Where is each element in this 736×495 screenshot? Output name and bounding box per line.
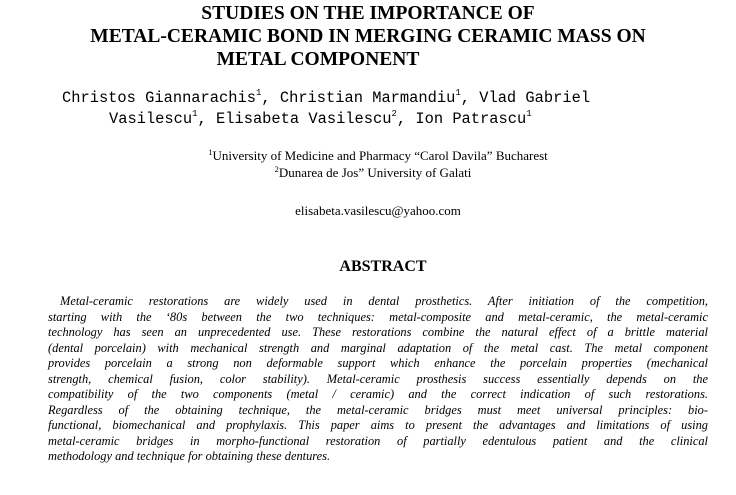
author-name: , Christian Marmandiu [261, 89, 456, 107]
author-row-1 [62, 88, 590, 109]
author-name: Christos Giannarachis [62, 89, 256, 107]
abstract-line: functional, biomechanical and prophylaxis. This paper aims to present the advantages and limitations of using [48, 418, 708, 432]
author-affiliation-mark: 1 [526, 109, 532, 119]
author-name: , Ion Patrascu [396, 110, 527, 128]
abstract-line: starting with the ‘80s between the two techniques: metal-composite and metal-ceramic, the metal-ceramic [48, 309, 708, 324]
author-affiliation-mark: 2 [391, 109, 397, 119]
author-affiliation-mark: 1 [192, 109, 198, 119]
abstract-line: (dental porcelain) with mechanical strength and marginal adaptation of the metal cast. The metal component [48, 340, 708, 355]
affiliation-text: Dunarea de Jos” University of Galati [278, 165, 472, 180]
author-row-2 [109, 109, 532, 130]
paper-title [0, 2, 736, 71]
affiliation-text: University of Medicine and Pharmacy “Carol Davila” Bucharest [212, 148, 548, 163]
title-line-2: METAL-CERAMIC BOND IN MERGING CERAMIC MASS ON [90, 26, 646, 47]
abstract-line: provides porcelain a strong non deformable support which enhance the porcelain properties (mechanical [48, 356, 708, 370]
author-affiliation-mark: 1 [455, 88, 461, 98]
author-name: , Vlad Gabriel [460, 89, 591, 107]
abstract-line: Metal-ceramic restorations are widely used in dental prosthetics. After initiation of the competition, [60, 294, 708, 308]
abstract-line: Regardless of the obtaining technique, the metal-ceramic bridges must meet universal principles: bio- [48, 402, 708, 417]
abstract-line: technology has seen an unprecedented use. These restorations combine the natural effect of a brittle material [48, 325, 708, 339]
author-name: , Elisabeta Vasilescu [197, 110, 392, 128]
author-affiliation-mark: 1 [255, 88, 262, 98]
abstract-body [48, 294, 708, 465]
affiliation-mark: 1 [208, 147, 213, 157]
abstract-line: compatibility of the two components (metal / ceramic) and the correct indication of such restorations. [48, 387, 708, 401]
contact-email: elisabeta.vasilescu@yahoo.com [295, 203, 461, 218]
abstract-line: metal-ceramic bridges in morpho-functional restoration of partially edentulous patient and the clinical [48, 433, 708, 448]
title-line-1: STUDIES ON THE IMPORTANCE OF [201, 3, 535, 24]
abstract-line: methodology and technique for obtaining these dentures. [48, 449, 331, 463]
abstract-line: strength, chemical fusion, color stability). Metal-ceramic prosthesis success essentially depends on the [48, 371, 708, 386]
affiliation-2 [0, 164, 736, 181]
affiliation-1 [0, 147, 736, 164]
affiliation-mark: 2 [274, 164, 279, 174]
abstract-heading: ABSTRACT [339, 258, 427, 275]
title-line-3: METAL COMPONENT [216, 49, 420, 70]
author-name: Vasilescu [109, 110, 193, 128]
